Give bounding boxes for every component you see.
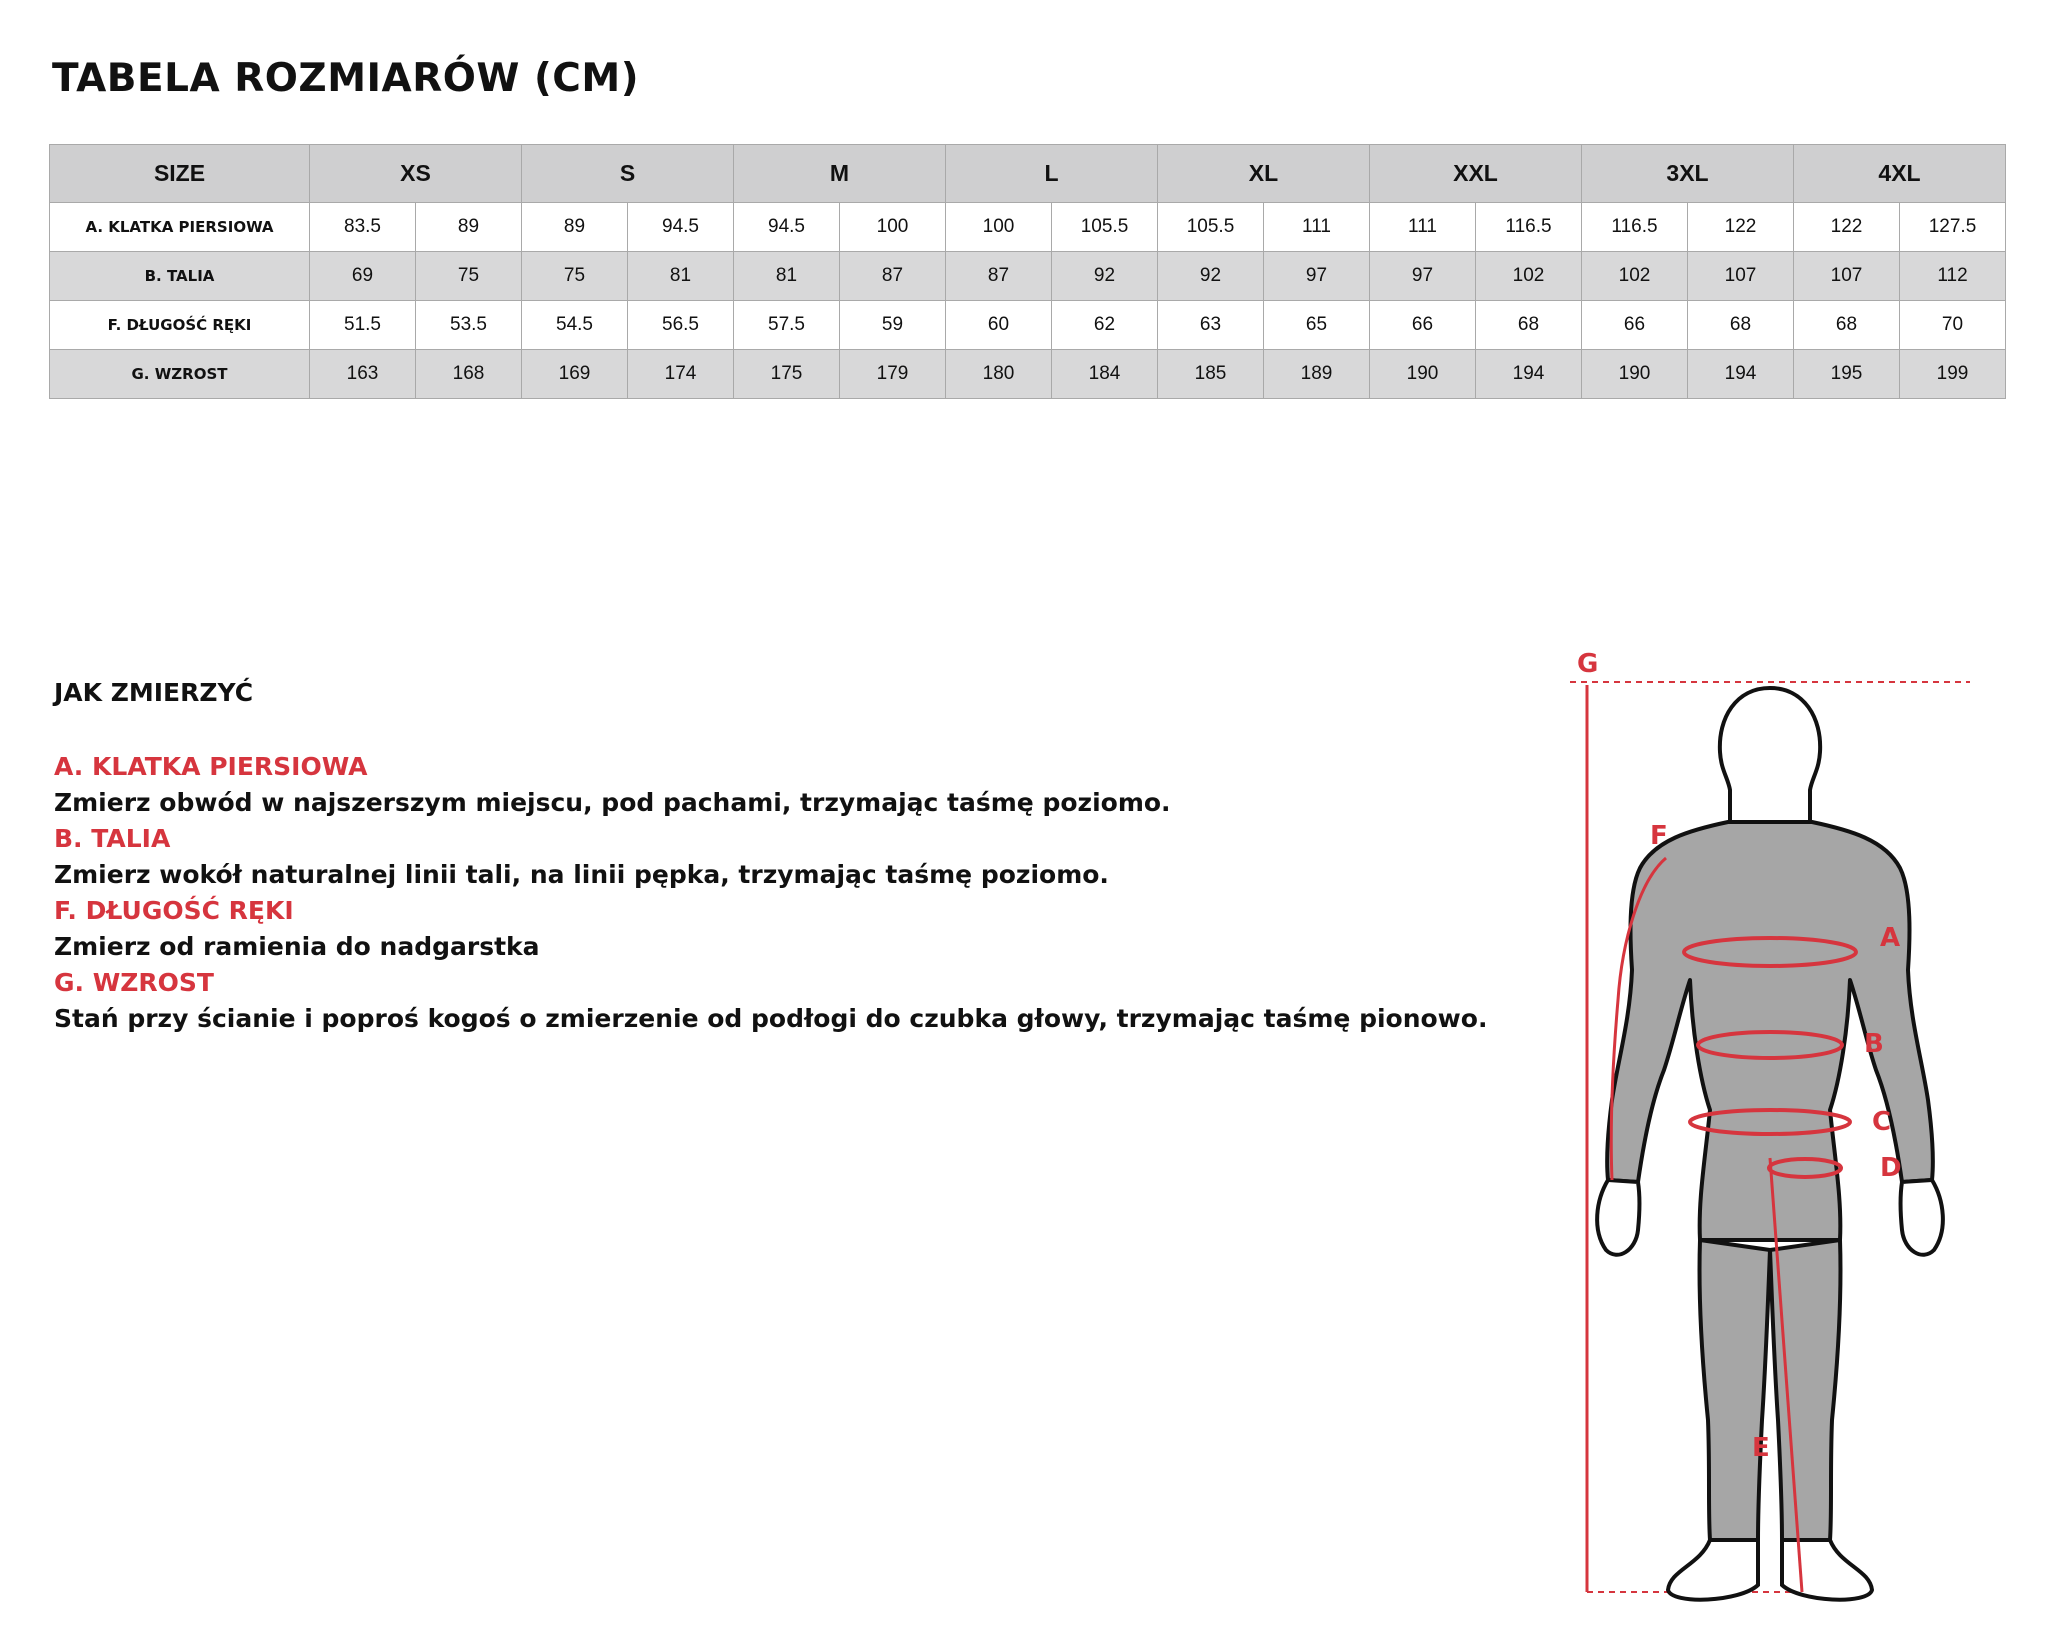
table-cell: 127.5	[1900, 203, 2006, 252]
instruction-label-waist: B. TALIA	[54, 824, 171, 853]
table-cell: 83.5	[310, 203, 416, 252]
header-3xl: 3XL	[1582, 145, 1794, 203]
table-cell: 70	[1900, 301, 2006, 350]
table-cell: 66	[1582, 301, 1688, 350]
table-cell: 163	[310, 350, 416, 399]
header-xl: XL	[1158, 145, 1370, 203]
table-cell: 56.5	[628, 301, 734, 350]
table-cell: 168	[416, 350, 522, 399]
table-cell: 122	[1794, 203, 1900, 252]
table-cell: 169	[522, 350, 628, 399]
header-s: S	[522, 145, 734, 203]
how-to-measure	[54, 678, 1504, 1037]
header-4xl: 4XL	[1794, 145, 2006, 203]
table-cell: 94.5	[734, 203, 840, 252]
table-cell: 179	[840, 350, 946, 399]
marker-f: F	[1650, 821, 1668, 851]
table-cell: 175	[734, 350, 840, 399]
table-cell: 194	[1476, 350, 1582, 399]
header-xxl: XXL	[1370, 145, 1582, 203]
table-cell: 102	[1582, 252, 1688, 301]
table-cell: 105.5	[1158, 203, 1264, 252]
table-cell: 53.5	[416, 301, 522, 350]
table-cell: 122	[1688, 203, 1794, 252]
marker-a: A	[1880, 923, 1901, 953]
table-cell: 100	[840, 203, 946, 252]
size-table	[49, 144, 2006, 399]
header-l: L	[946, 145, 1158, 203]
table-cell: 111	[1264, 203, 1370, 252]
table-cell: 60	[946, 301, 1052, 350]
table-cell: 107	[1794, 252, 1900, 301]
table-cell: 195	[1794, 350, 1900, 399]
instruction-label-chest: A. KLATKA PIERSIOWA	[54, 752, 368, 781]
table-cell: 97	[1370, 252, 1476, 301]
table-cell: 87	[946, 252, 1052, 301]
table-row	[50, 252, 2006, 301]
table-cell: 68	[1476, 301, 1582, 350]
table-cell: 81	[628, 252, 734, 301]
feet	[1668, 1540, 1872, 1600]
table-cell: 190	[1370, 350, 1476, 399]
marker-c: C	[1872, 1107, 1892, 1137]
table-cell: 94.5	[628, 203, 734, 252]
table-cell: 184	[1052, 350, 1158, 399]
size-table-header	[50, 145, 2006, 203]
row-label: G. WZROST	[50, 350, 310, 399]
instruction-text-height: Stań przy ścianie i poproś kogoś o zmierzenie od podłogi do czubka głowy, trzymając taśmę pionowo.	[54, 1004, 1488, 1033]
table-cell: 89	[416, 203, 522, 252]
table-cell: 69	[310, 252, 416, 301]
table-cell: 92	[1158, 252, 1264, 301]
table-cell: 62	[1052, 301, 1158, 350]
how-to-heading: JAK ZMIERZYĆ	[54, 678, 254, 707]
table-cell: 185	[1158, 350, 1264, 399]
table-cell: 54.5	[522, 301, 628, 350]
table-cell: 194	[1688, 350, 1794, 399]
table-cell: 66	[1370, 301, 1476, 350]
table-cell: 89	[522, 203, 628, 252]
table-cell: 174	[628, 350, 734, 399]
table-cell: 63	[1158, 301, 1264, 350]
table-cell: 57.5	[734, 301, 840, 350]
marker-g: G	[1577, 649, 1599, 679]
table-cell: 116.5	[1476, 203, 1582, 252]
table-cell: 68	[1688, 301, 1794, 350]
table-row	[50, 203, 2006, 252]
table-cell: 68	[1794, 301, 1900, 350]
marker-d: D	[1880, 1153, 1902, 1183]
table-cell: 180	[946, 350, 1052, 399]
instruction-text-arm: Zmierz od ramienia do nadgarstka	[54, 932, 540, 961]
marker-e: E	[1752, 1433, 1770, 1463]
table-cell: 100	[946, 203, 1052, 252]
table-row	[50, 350, 2006, 399]
page-title: TABELA ROZMIARÓW (CM)	[52, 56, 640, 101]
table-cell: 199	[1900, 350, 2006, 399]
marker-b: B	[1864, 1029, 1884, 1059]
instruction-label-height: G. WZROST	[54, 968, 214, 997]
table-cell: 102	[1476, 252, 1582, 301]
table-cell: 111	[1370, 203, 1476, 252]
row-label: A. KLATKA PIERSIOWA	[50, 203, 310, 252]
table-cell: 116.5	[1582, 203, 1688, 252]
header-xs: XS	[310, 145, 522, 203]
measurement-figure	[1540, 640, 1980, 1620]
table-cell: 51.5	[310, 301, 416, 350]
row-label: B. TALIA	[50, 252, 310, 301]
table-cell: 59	[840, 301, 946, 350]
header-m: M	[734, 145, 946, 203]
table-cell: 81	[734, 252, 840, 301]
table-cell: 107	[1688, 252, 1794, 301]
header-size: SIZE	[50, 145, 310, 203]
table-cell: 190	[1582, 350, 1688, 399]
table-cell: 112	[1900, 252, 2006, 301]
instruction-text-waist: Zmierz wokół naturalnej linii tali, na linii pępka, trzymając taśmę poziomo.	[54, 860, 1109, 889]
table-cell: 189	[1264, 350, 1370, 399]
table-cell: 75	[416, 252, 522, 301]
table-cell: 75	[522, 252, 628, 301]
instruction-label-arm: F. DŁUGOŚĆ RĘKI	[54, 896, 294, 925]
table-cell: 92	[1052, 252, 1158, 301]
table-cell: 105.5	[1052, 203, 1158, 252]
table-cell: 87	[840, 252, 946, 301]
table-cell: 65	[1264, 301, 1370, 350]
instruction-text-chest: Zmierz obwód w najszerszym miejscu, pod pachami, trzymając taśmę poziomo.	[54, 788, 1171, 817]
table-row	[50, 301, 2006, 350]
table-cell: 97	[1264, 252, 1370, 301]
row-label: F. DŁUGOŚĆ RĘKI	[50, 301, 310, 350]
